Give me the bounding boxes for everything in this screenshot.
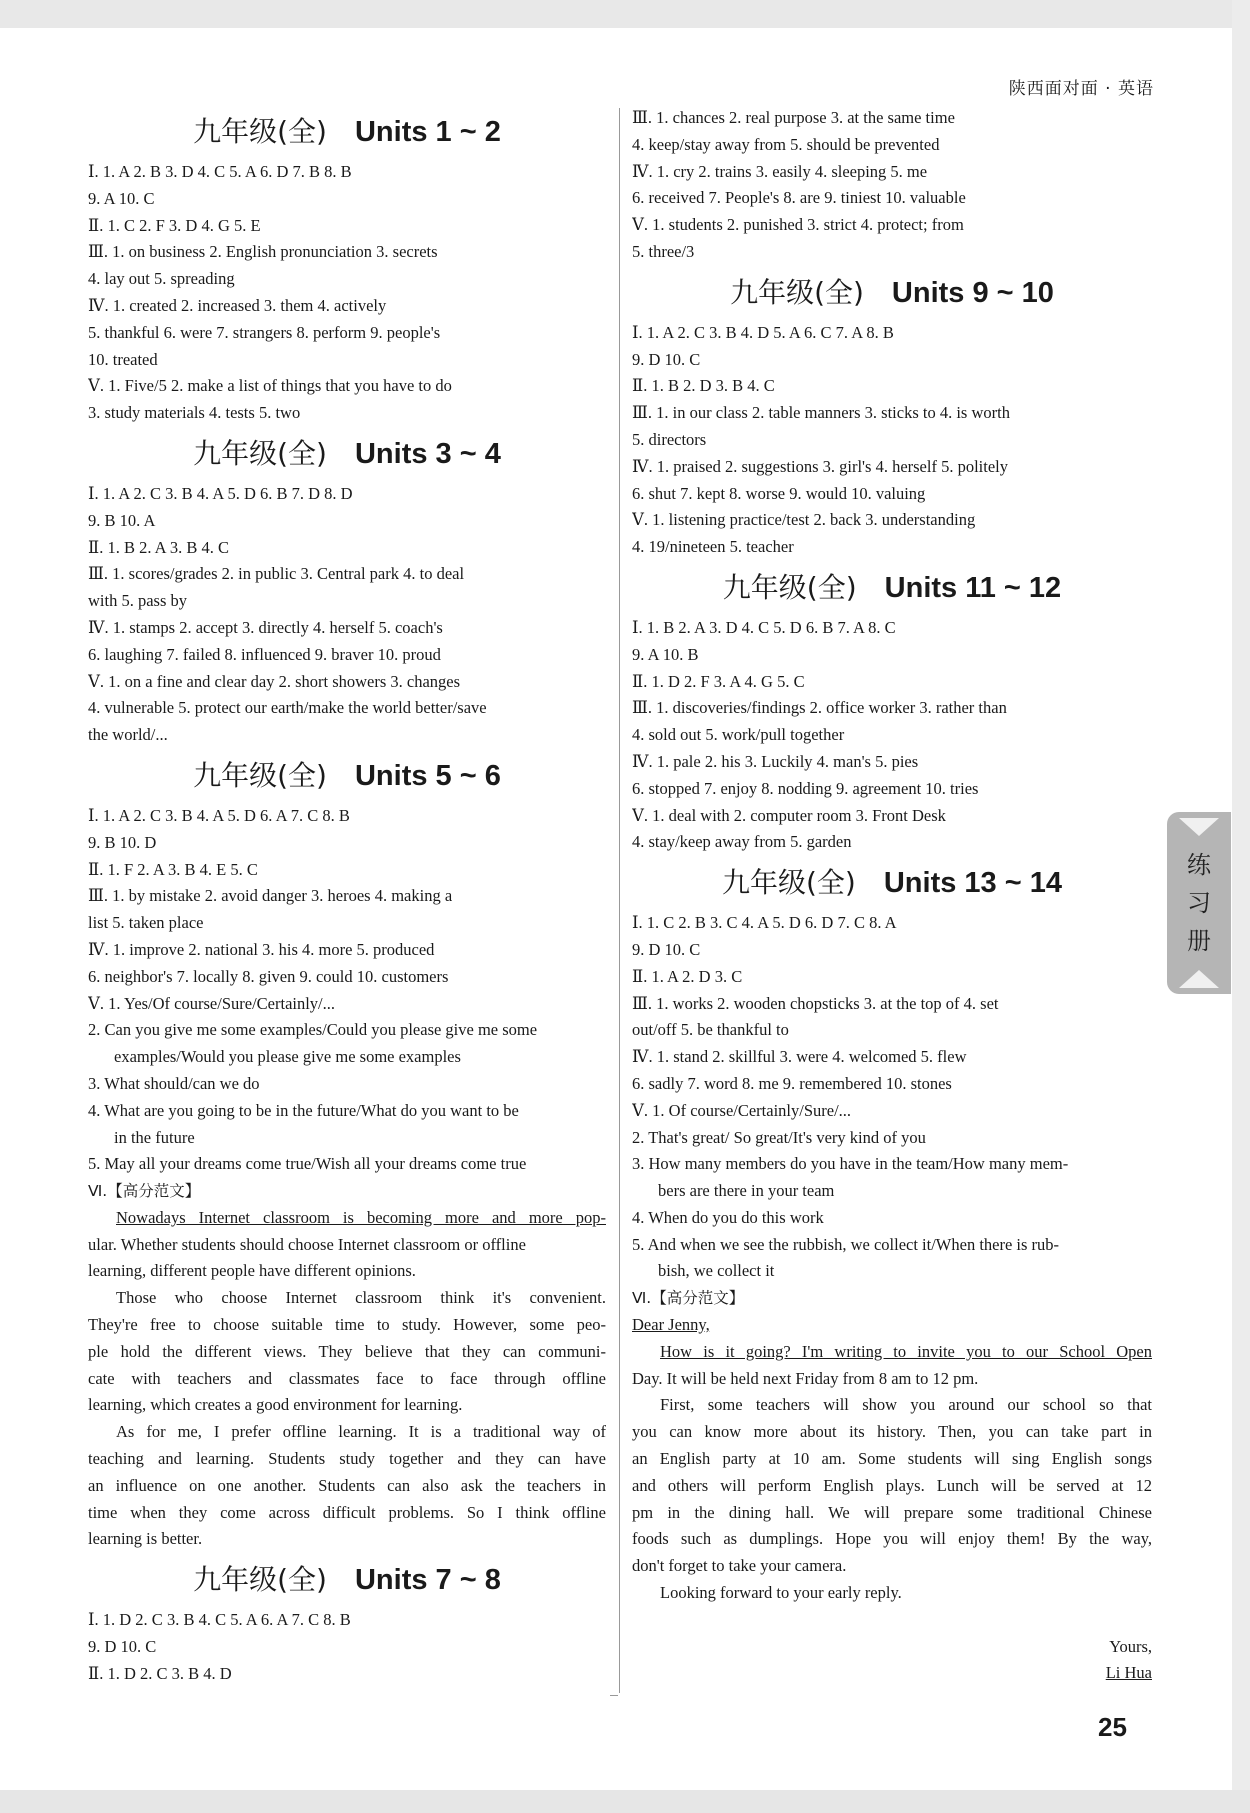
answer-line: Ⅲ. 1. by mistake 2. avoid danger 3. heroes 4. making a [88,886,453,906]
underlined-text: Nowadays Internet classroom is becoming more and more pop- [116,1207,606,1227]
essay-line: teaching and learning. Students study together and they can have [88,1449,606,1469]
answer-line: bers are there in your team [658,1181,835,1201]
answer-line: bish, we collect it [658,1261,775,1281]
section-title-units: Units 13 ~ 14 [883,867,1062,900]
essay-line: an English party at 10 am. Some students will sing English songs [632,1449,1152,1469]
answer-line: Ⅴ. 1. Of course/Certainly/Sure/... [632,1100,852,1120]
answer-line: 5. And when we see the rubbish, we collect it/When there is rub- [632,1234,1060,1254]
section-title-grade: 九年级(全) [722,570,857,604]
answer-line: don't forget to take your camera. [632,1556,847,1576]
answer-line: Ⅱ. 1. D 2. C 3. B 4. D [88,1663,232,1683]
section-title-units: Units 3 ~ 4 [354,437,501,470]
answer-line: Ⅱ. 1. B 2. D 3. B 4. C [632,376,775,396]
answer-line: Ⅰ. 1. A 2. C 3. B 4. D 5. A 6. C 7. A 8. B [632,322,894,342]
essay-line: They're free to choose suitable time to study. However, some peo- [88,1315,606,1335]
answer-line: 9. D 10. C [632,939,701,959]
essay-line: First, some teachers will show you around our school so that [660,1395,1152,1415]
essay-line: foods such as dumplings. Hope you will enjoy them! By the way, [632,1529,1152,1549]
answer-line: 5. May all your dreams come true/Wish all your dreams come true [88,1154,527,1174]
answer-line: Ⅲ. 1. chances 2. real purpose 3. at the same time [632,108,955,127]
answer-line: Ⅲ. 1. discoveries/findings 2. office worker 3. rather than [632,698,1007,718]
essay-line: cate with teachers and classmates face to face through offline [88,1368,606,1388]
tab-arrow-bottom-icon [1179,970,1219,988]
answer-line: Ⅱ. 1. F 2. A 3. B 4. E 5. C [88,859,258,879]
section-title-grade: 九年级(全) [193,115,327,148]
underlined-text: How is it going? I'm writing to invite you to our School Open [660,1341,1152,1361]
essay-line: Those who choose Internet classroom think it's convenient. [116,1288,606,1308]
answer-line: Ⅴ. 1. deal with 2. computer room 3. Front Desk [632,805,946,825]
answer-line: 5. thankful 6. were 7. strangers 8. perform 9. people's [88,322,441,342]
answer-line: 9. A 10. C [88,188,155,208]
answer-line: Ⅳ. 1. created 2. increased 3. them 4. actively [88,295,387,315]
section-title-units: Units 9 ~ 10 [891,276,1054,309]
answer-line: 4. What are you going to be in the future/What do you want to be [88,1100,519,1120]
page-number: 25 [1098,1712,1127,1742]
answer-line: 10. treated [88,349,158,369]
answer-line: 4. stay/keep away from 5. garden [632,832,852,852]
section-title-grade: 九年级(全) [193,1563,327,1597]
answer-line: 4. vulnerable 5. protect our earth/make the world better/save [88,698,487,718]
section-title [88,105,606,159]
answer-line: Ⅰ. 1. C 2. B 3. C 4. A 5. D 6. D 7. C 8. A [632,913,897,933]
answer-line: 2. Can you give me some examples/Could you please give me some [88,1020,538,1040]
answer-line: with 5. pass by [88,591,187,611]
section-title-grade: 九年级(全) [193,436,327,470]
essay-line: and others will perform English plays. Lunch will be served at 12 [632,1475,1152,1495]
essay-line: an influence on one another. Students can also ask the teachers in [88,1475,606,1495]
answer-line: Ⅰ. 1. B 2. A 3. D 4. C 5. D 6. B 7. A 8. C [632,617,896,637]
answer-line: Ⅰ. 1. A 2. B 3. D 4. C 5. A 6. D 7. B 8. B [88,162,352,181]
answer-line: Ⅰ. 1. D 2. C 3. B 4. C 5. A 6. A 7. C 8. B [88,1610,351,1630]
answer-line: 4. 19/nineteen 5. teacher [632,537,794,557]
answer-line: 6. laughing 7. failed 8. influenced 9. braver 10. proud [88,644,441,664]
section-title-units: Units 7 ~ 8 [354,1564,501,1597]
answer-line: 4. keep/stay away from 5. should be prevented [632,134,940,154]
essay-line: As for me, I prefer offline learning. It is a traditional way of [116,1422,606,1442]
right-column [632,105,1152,1687]
essay-line: Looking forward to your early reply. [660,1583,902,1603]
page-header: 陕西面对面 · 英语 [1008,79,1154,99]
blank-line [632,1607,1152,1634]
answer-line: 2. That's great/ So great/It's very kind of you [632,1127,926,1147]
section-title [88,427,606,481]
answer-line: Ⅱ. 1. B 2. A 3. B 4. C [88,537,229,557]
answer-line: Ⅲ. 1. scores/grades 2. in public 3. Central park 4. to deal [88,564,465,584]
scan-edge-top [0,0,1250,28]
essay-heading: Ⅵ.【高分范文】 [88,1182,201,1201]
answer-line: learning, different people have different opinions. [88,1261,416,1281]
section-title-grade: 九年级(全) [722,866,856,900]
answer-line: 9. B 10. A [88,510,156,530]
section-title [632,856,1152,910]
bottom-rule [610,1695,618,1696]
side-tab [1167,812,1231,994]
answer-line: 4. lay out 5. spreading [88,269,235,289]
answer-line: 5. directors [632,429,707,449]
tab-arrow-top-icon [1179,818,1219,836]
answer-line: Ⅰ. 1. A 2. C 3. B 4. A 5. D 6. B 7. D 8. D [88,483,353,503]
answer-line: Ⅴ. 1. students 2. punished 3. strict 4. protect; from [632,215,964,235]
answer-line: Ⅳ. 1. cry 2. trains 3. easily 4. sleeping 5. me [632,161,928,181]
left-column [88,105,606,1688]
essay-line [632,1339,1152,1366]
answer-line: Ⅴ. 1. Five/5 2. make a list of things that you have to do [88,376,452,396]
answer-line: 3. study materials 4. tests 5. two [88,403,301,423]
answer-line: learning is better. [88,1529,203,1549]
side-tab-label: 练 习 册 [1187,851,1211,955]
answer-line: Ⅳ. 1. stamps 2. accept 3. directly 4. herself 5. coach's [88,617,443,637]
scan-edge-right [1232,0,1250,1813]
signature-line: Yours, [1109,1636,1152,1656]
answer-line: Ⅳ. 1. pale 2. his 3. Luckily 4. man's 5. pies [632,751,919,771]
section-title [632,561,1152,615]
answer-line [632,1312,1152,1339]
answer-line: 5. three/3 [632,241,695,261]
essay-line: time when they come across difficult problems. So I think offline [88,1502,606,1522]
answer-line: Day. It will be held next Friday from 8 am to 12 pm. [632,1368,979,1388]
answer-line: 6. sadly 7. word 8. me 9. remembered 10. stones [632,1073,952,1093]
essay-line: you can know more about its history. Then, you can take part in [632,1422,1152,1442]
answer-line: ular. Whether students should choose Internet classroom or offline [88,1234,526,1254]
answer-line: Ⅳ. 1. improve 2. national 3. his 4. more 5. produced [88,939,435,959]
column-divider [619,108,620,1693]
answer-line: Ⅴ. 1. Yes/Of course/Sure/Certainly/... [88,993,336,1013]
scan-edge-bottom [0,1790,1250,1813]
section-title [88,1553,606,1607]
answer-line: 6. stopped 7. enjoy 8. nodding 9. agreement 10. tries [632,778,979,798]
answer-line: Ⅲ. 1. on business 2. English pronunciation 3. secrets [88,242,438,262]
answer-line: 6. shut 7. kept 8. worse 9. would 10. valuing [632,483,926,503]
answer-line: 4. When do you do this work [632,1207,824,1227]
underlined-text: Li Hua [1105,1663,1152,1683]
answer-line: examples/Would you please give me some examples [114,1047,461,1067]
answer-line: 9. D 10. C [632,349,701,369]
section-title-units: Units 5 ~ 6 [354,759,501,792]
answer-line: 3. What should/can we do [88,1073,260,1093]
answer-line: Ⅱ. 1. D 2. F 3. A 4. G 5. C [632,671,805,691]
answer-line: Ⅴ. 1. on a fine and clear day 2. short showers 3. changes [88,671,461,691]
answer-line: in the future [114,1127,195,1147]
answer-line: out/off 5. be thankful to [632,1020,789,1040]
section-title-grade: 九年级(全) [193,758,327,792]
answer-line: 6. received 7. People's 8. are 9. tiniest 10. valuable [632,188,966,208]
essay-line: ple hold the different views. They believe that they can communi- [88,1341,606,1361]
answer-line: learning, which creates a good environment for learning. [88,1395,463,1415]
answer-line: 4. sold out 5. work/pull together [632,725,845,745]
answer-line: Ⅲ. 1. in our class 2. table manners 3. sticks to 4. is worth [632,403,1010,423]
answer-line: Ⅱ. 1. C 2. F 3. D 4. G 5. E [88,215,261,235]
answer-line: 9. D 10. C [88,1637,157,1657]
answer-line: list 5. taken place [88,913,204,933]
signature-line [632,1660,1152,1687]
answer-line: Ⅳ. 1. praised 2. suggestions 3. girl's 4. herself 5. politely [632,456,1008,476]
answer-line: 3. How many members do you have in the team/How many mem- [632,1154,1069,1174]
section-title-units: Units 11 ~ 12 [884,571,1062,604]
answer-line: 6. neighbor's 7. locally 8. given 9. could 10. customers [88,966,449,986]
essay-heading: Ⅵ.【高分范文】 [632,1289,745,1308]
answer-line: 9. A 10. B [632,644,699,664]
answer-line: 9. B 10. D [88,832,157,852]
answer-line: Ⅳ. 1. stand 2. skillful 3. were 4. welcomed 5. flew [632,1047,967,1067]
section-title [88,749,606,803]
section-title-units: Units 1 ~ 2 [354,116,501,148]
section-title [632,266,1152,320]
essay-line [88,1205,606,1232]
underlined-text: Dear Jenny, [632,1315,710,1335]
answer-line: the world/... [88,725,168,745]
essay-line: pm in the dining hall. We will prepare some traditional Chinese [632,1502,1152,1522]
answer-line: Ⅰ. 1. A 2. C 3. B 4. A 5. D 6. A 7. C 8. B [88,805,350,825]
answer-line: Ⅲ. 1. works 2. wooden chopsticks 3. at the top of 4. set [632,993,999,1013]
section-title-grade: 九年级(全) [730,275,864,309]
answer-line: Ⅱ. 1. A 2. D 3. C [632,966,743,986]
answer-line: Ⅴ. 1. listening practice/test 2. back 3. understanding [632,510,976,530]
